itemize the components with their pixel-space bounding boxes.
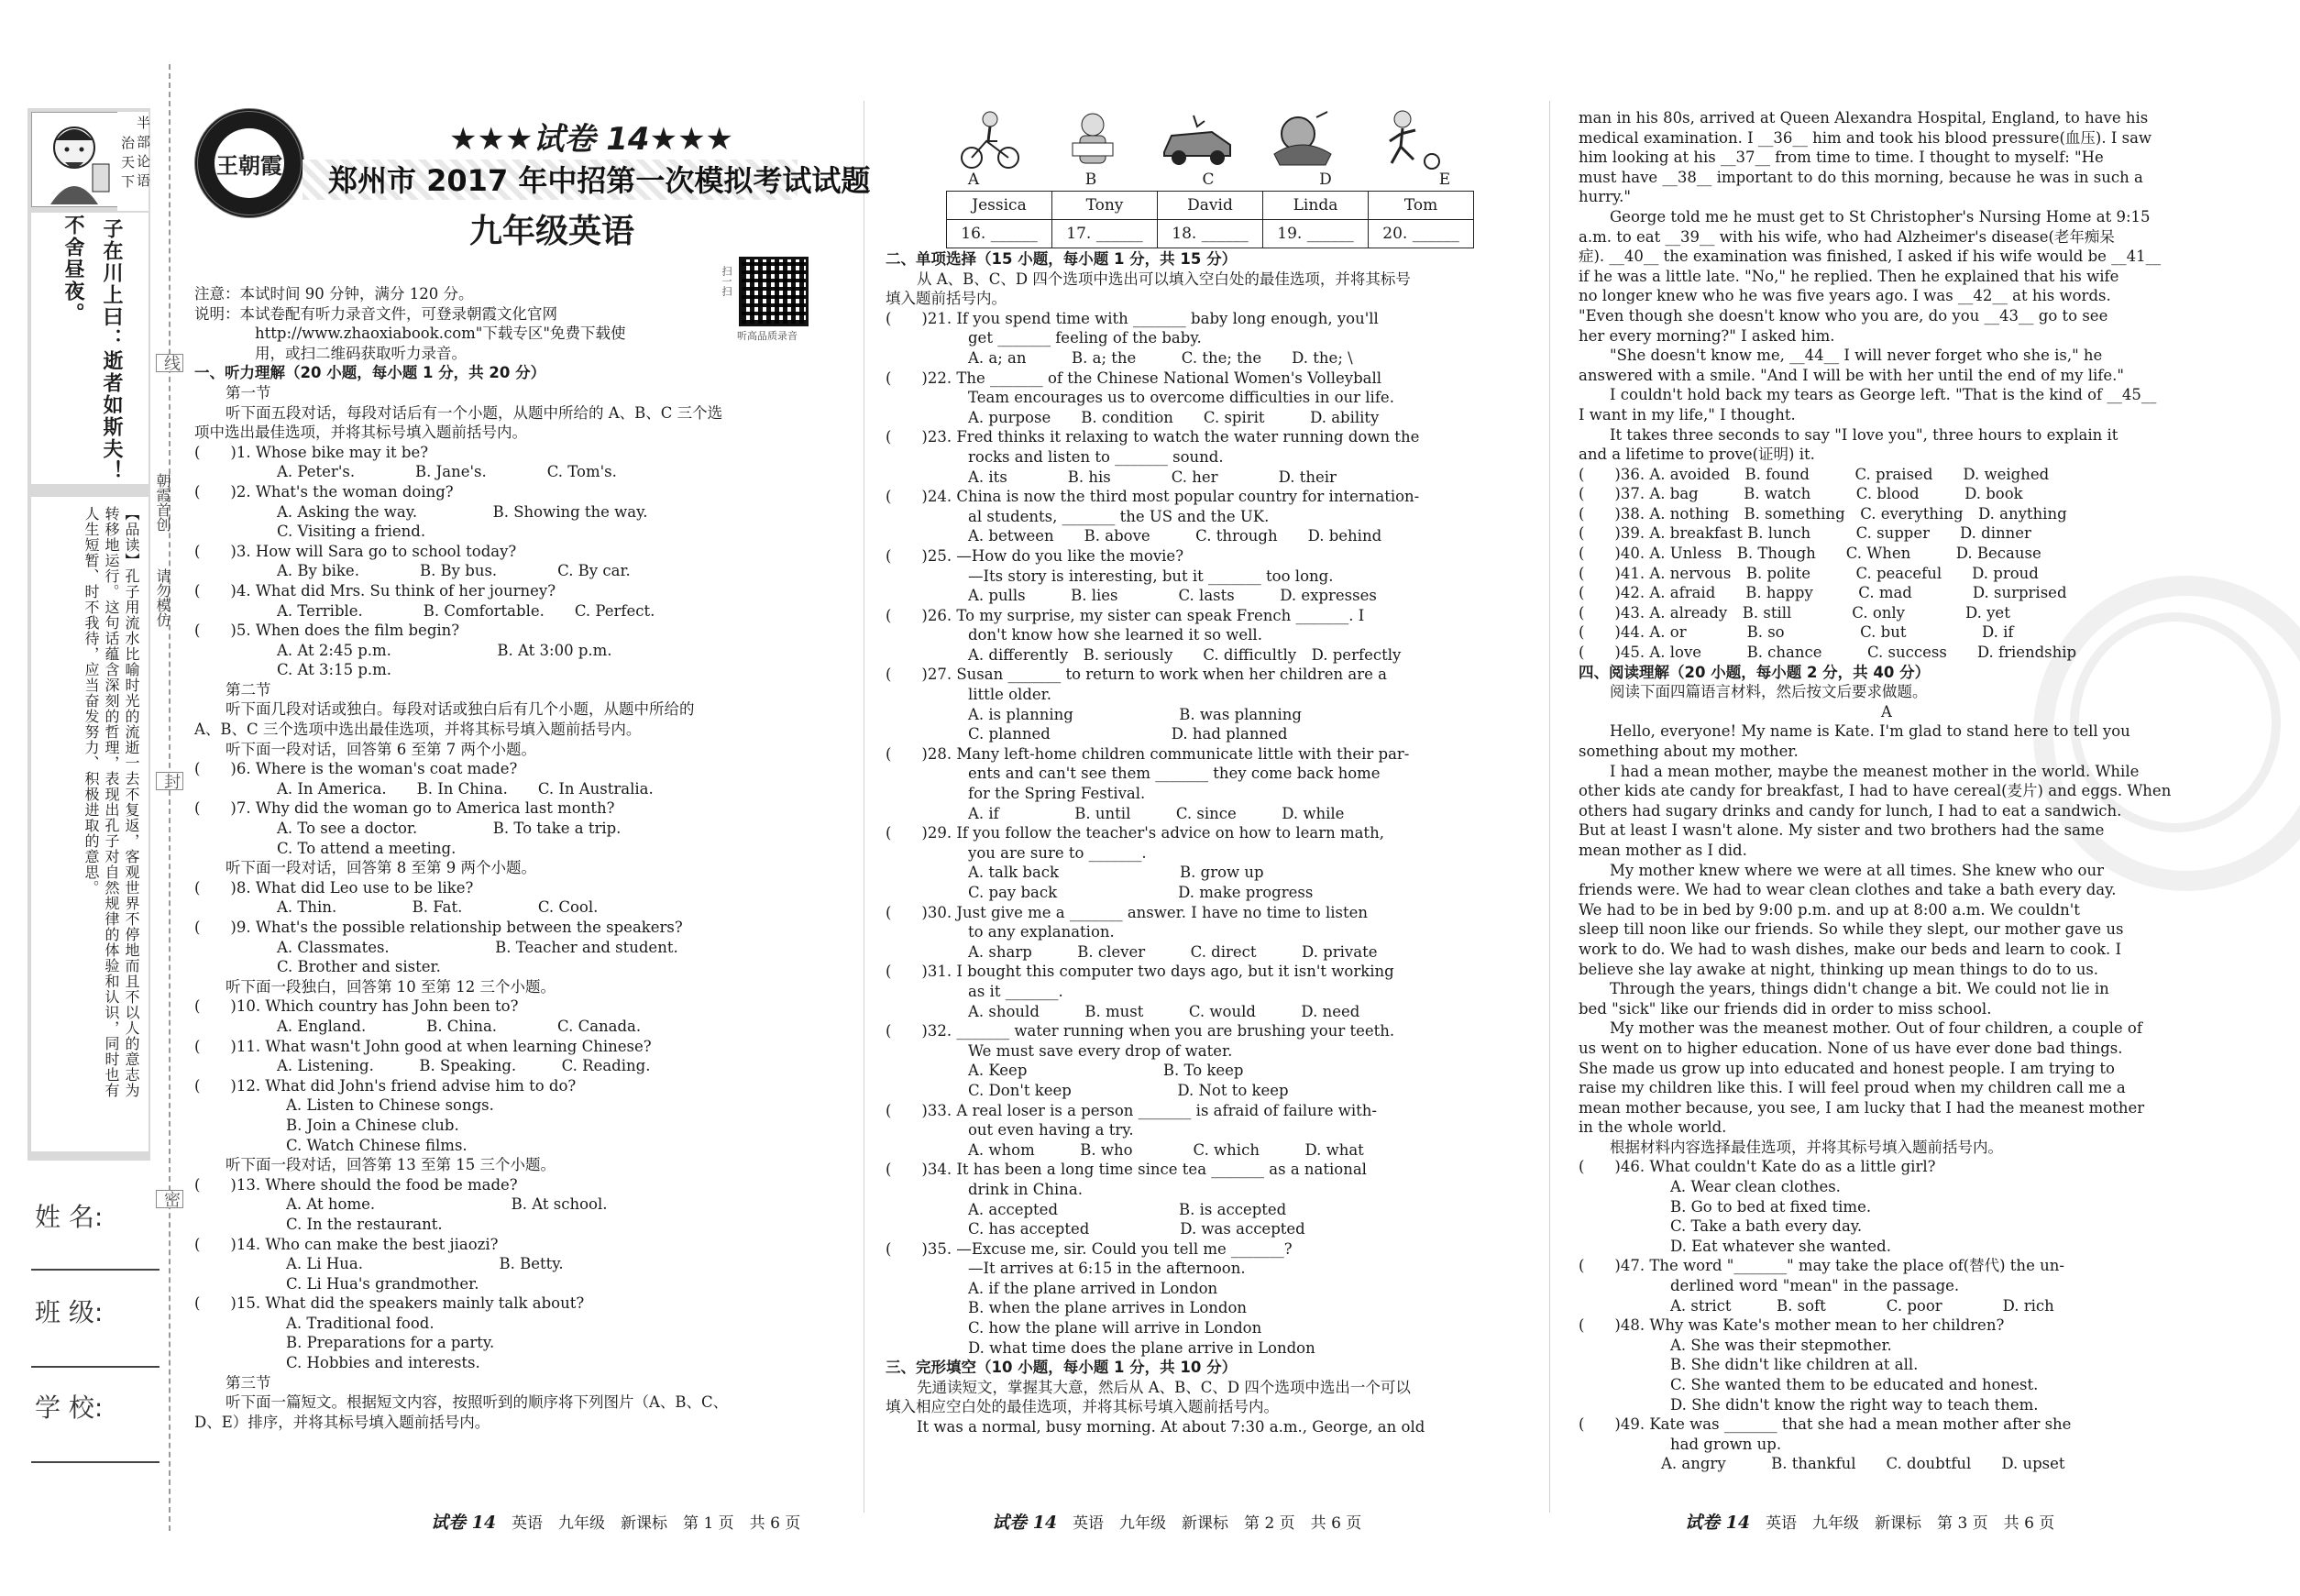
text-line: others had sugary drinks and candy for lunch, I had to eat a sandwich. (1579, 801, 2122, 820)
text-line: ( )44. A. or B. so C. but D. if (1579, 623, 2014, 642)
picture-answer-table (946, 191, 1474, 248)
text-line: ( )36. A. avoided B. found C. praised D. weighed (1579, 465, 2050, 483)
text-line: C. Watch Chinese films. (286, 1136, 468, 1154)
text-line: 听下面一段对话，回答第 8 至第 9 两个小题。 (226, 859, 536, 877)
motto-box (117, 112, 149, 211)
text-line: Team encourages us to overcome difficulties in our life. (968, 389, 1394, 407)
quote-line-2: 子在川上曰：逝者如斯夫！ (100, 218, 123, 482)
confucius-mascot-icon (31, 112, 119, 207)
answer-blank[interactable]: 19. ______ (1263, 220, 1369, 248)
column-2-text (886, 249, 1509, 1437)
text-line: C. Li Hua's grandmother. (286, 1274, 479, 1293)
cut-label-line: 线 (156, 354, 183, 372)
text-line: 从 A、B、C、D 四个选项中选出可以填入空白处的最佳选项，并将其标号 (917, 270, 1411, 288)
text-line: answered with a smile. "And I will be with her until the end of my life." (1579, 366, 2124, 384)
text-line: A. Listening. B. Speaking. C. Reading. (277, 1057, 651, 1075)
page-footer-1 (431, 1509, 800, 1534)
text-line: ( )9. What's the possible relationship between the speakers? (194, 919, 683, 936)
footer-info: 英语 九年级 新课标 第 1 页 共 6 页 (512, 1514, 801, 1533)
picture-letter: E (1438, 171, 1451, 189)
text-line: 听下面一段对话，回答第 13 至第 15 三个小题。 (226, 1156, 556, 1174)
text-line: sleep till noon like our friends. So while they slept, our mother gave us (1579, 920, 2124, 939)
section-heading: 一、听力理解（20 小题，每小题 1 分，共 20 分） (194, 364, 546, 382)
grade-subject-title: 九年级英语 (469, 213, 635, 250)
text-line: derlined word "mean" in the passage. (1670, 1277, 1960, 1295)
text-line: C. She wanted them to be educated and honest. (1670, 1376, 2039, 1393)
table-cell-name: Tom (1369, 192, 1474, 220)
cooking-scene-icon (1261, 108, 1342, 171)
text-line: him looking at his __37__ from time to time. I thought to myself: "He (1579, 149, 2104, 167)
text-line: ( )5. When does the film begin? (194, 622, 460, 640)
text-line: ( )7. Why did the woman go to America last month? (194, 799, 615, 818)
name-field-label: 姓 名: (35, 1202, 104, 1232)
text-line: A. purpose B. condition C. spirit D. ability (968, 408, 1380, 426)
text-line: ( )46. What couldn't Kate do as a little girl? (1579, 1158, 1936, 1176)
picture-letter: B (1084, 171, 1097, 189)
boy-football-icon (1366, 108, 1447, 171)
answer-blank[interactable]: 20. ______ (1369, 220, 1474, 248)
text-line: and a lifetime to prove(证明) it. (1579, 446, 1815, 464)
footer-info: 英语 九年级 新课标 第 2 页 共 6 页 (1073, 1514, 1362, 1533)
text-line: 第一节 (226, 383, 271, 402)
section-heading: 二、单项选择（15 小题，每小题 1 分，共 15 分） (886, 250, 1238, 268)
table-cell-name: David (1158, 192, 1263, 220)
section-heading: 三、完形填空（10 小题，每小题 1 分，共 10 分） (886, 1359, 1238, 1377)
text-line: C. Take a bath every day. (1670, 1217, 1863, 1236)
text-line: ( )35. —Excuse me, sir. Could you tell me _______? (886, 1239, 1293, 1258)
footer-paper-no: 试卷 14 (1685, 1513, 1751, 1533)
answer-blank[interactable]: 17. ______ (1052, 220, 1158, 248)
text-line: C. To attend a meeting. (277, 839, 457, 857)
text-line: A. Terrible. B. Comfortable. C. Perfect. (277, 601, 655, 620)
quote-line-1: 不舍昼夜。 (61, 215, 84, 325)
text-line: ( )31. I bought this computer two days ago, but it isn't working (886, 963, 1394, 981)
text-line: ( )3. How will Sara go to school today? (194, 542, 517, 560)
text-line: —Its story is interesting, but it _______ too long. (968, 567, 1334, 585)
text-line: A、B、C 三个选项中选出最佳选项，并将其标号填入题前括号内。 (194, 721, 642, 739)
text-line: must have __38__ important to do this morning, because he was in such a (1579, 168, 2143, 186)
text-line: ( )10. Which country has John been to? (194, 997, 519, 1016)
text-line: ( )33. A real loser is a person _______ is afraid of failure with- (886, 1101, 1377, 1119)
text-line: friends were. We had to wear clean clothes and take a bath every day. (1579, 881, 2117, 899)
text-line: A. In America. B. In China. C. In Australia. (277, 779, 654, 798)
column-1-text (194, 284, 818, 1432)
text-line: ( )43. A. already B. still C. only D. yet (1579, 603, 2010, 622)
text-line: ents and can't see them _______ they come back home (968, 765, 1381, 783)
text-line: I want in my life," I thought. (1579, 405, 1796, 424)
text-line: bed "sick" like our friends did in order to miss school. (1579, 999, 1992, 1018)
text-line: work to do. We had to wash dishes, make our beds and learn to cook. I (1579, 940, 2121, 958)
text-line: —It arrives at 6:15 in the afternoon. (968, 1260, 1246, 1278)
text-line: mean mother as I did. (1579, 841, 1747, 859)
text-line: mean mother because, you see, I am lucky that I had the meanest mother (1579, 1098, 2145, 1117)
text-line: ( )42. A. afraid B. happy C. mad D. surprised (1579, 584, 2067, 602)
table-cell-name: Jessica (947, 192, 1052, 220)
text-line: ( )32. _______ water running when you are brushing your teeth. (886, 1022, 1395, 1040)
child-reading-icon (1052, 108, 1133, 171)
text-line: A. Asking the way. B. Showing the way. (277, 502, 648, 521)
text-line: A. a; an B. a; the C. the; the D. the; \ (968, 348, 1353, 367)
text-line: 先通读短文，掌握其大意，然后从 A、B、C、D 四个选项中选出一个可以 (917, 1378, 1411, 1396)
answer-blank[interactable]: 16. ______ (947, 220, 1052, 248)
text-line: C. In the restaurant. (286, 1215, 443, 1233)
text-line: ( )45. A. love B. chance C. success D. friendship (1579, 644, 2077, 662)
text-line: ( )25. —How do you like the movie? (886, 546, 1184, 565)
logo-text: 王朝霞 (215, 128, 284, 198)
text-line: "She doesn't know me, __44__ I will never forget who she is," he (1610, 347, 2103, 365)
page-footer-3 (1685, 1509, 2054, 1534)
quote-box (31, 213, 149, 484)
text-line: It takes three seconds to say "I love you", three hours to explain it (1610, 425, 2118, 444)
text-line: ( )48. Why was Kate's mother mean to her children? (1579, 1316, 2005, 1335)
text-line: ( )2. What's the woman doing? (194, 482, 454, 501)
qr-caption: 听高品质录音 (737, 330, 798, 342)
text-line: A. talk back B. grow up (968, 864, 1264, 882)
text-line: 第三节 (226, 1373, 271, 1392)
section-heading: 四、阅读理解（20 小题，每小题 2 分，共 40 分） (1579, 663, 1931, 681)
text-line: don't know how she learned it so well. (968, 626, 1262, 644)
text-line: B. Preparations for a party. (286, 1334, 495, 1352)
text-line: ( )14. Who can make the best jiaozi? (194, 1235, 499, 1253)
text-line: 听下面一段对话，回答第 6 至第 7 两个小题。 (226, 740, 536, 758)
text-line: ( )23. Fred thinks it relaxing to watch the water running down the (886, 428, 1420, 446)
class-field-label: 班 级: (35, 1297, 104, 1327)
text-line: A. To see a doctor. B. To take a trip. (277, 820, 622, 838)
text-line: 听下面一篇短文。根据短文内容，按照听到的顺序将下列图片（A、B、C、 (226, 1393, 729, 1412)
text-line: D. what time does the plane arrive in London (968, 1338, 1315, 1357)
girl-cycling-icon (950, 108, 1030, 171)
paper-number: ★★★试卷 14★★★ (449, 121, 734, 158)
text-line: medical examination. I __36__ him and took his blood pressure(血压). I saw (1579, 128, 2152, 147)
text-line: C. has accepted D. was accepted (968, 1220, 1305, 1238)
text-line: A. differently B. seriously C. difficultly D. perfectly (968, 645, 1402, 664)
text-line: A. strict B. soft C. poor D. rich (1670, 1296, 2054, 1315)
text-line: ( )22. The _______ of the Chinese National Women's Volleyball (886, 369, 1382, 387)
text-line: A. Keep B. To keep (968, 1062, 1244, 1080)
text-line: her every morning?" I asked him. (1579, 326, 1835, 345)
cut-label-secret: 密 (156, 1190, 183, 1208)
text-line: A. At home. B. At school. (286, 1195, 608, 1214)
text-line: ( )37. A. bag B. watch C. blood D. book (1579, 485, 2023, 503)
text-line: ( )39. A. breakfast B. lunch C. supper D. dinner (1579, 524, 2031, 543)
text-line: 填入题前括号内。 (886, 290, 1007, 308)
text-line: 听下面一段独白，回答第 10 至第 12 三个小题。 (226, 977, 556, 996)
text-line: ( )38. A. nothing B. something C. everything D. anything (1579, 504, 2067, 523)
table-cell-name: Linda (1263, 192, 1369, 220)
picture-letter: A (967, 171, 980, 189)
text-line: believe she lay awake at night, thinking up mean things to do to us. (1579, 960, 2099, 978)
text-line: 项中选出最佳选项，并将其标号填入题前括号内。 (194, 424, 527, 442)
page-footer-2 (992, 1509, 1361, 1534)
text-line: ( )13. Where should the food be made? (194, 1175, 518, 1194)
text-line: A. whom B. who C. which D. what (968, 1140, 1364, 1159)
text-line: 填入相应空白处的最佳选项，并将其标号填入题前括号内。 (886, 1398, 1279, 1416)
car-icon (1157, 108, 1238, 171)
footer-info: 英语 九年级 新课标 第 3 页 共 6 页 (1766, 1514, 2055, 1533)
text-line: ( )29. If you follow the teacher's advice on how to learn math, (886, 824, 1384, 842)
text-line: B. She didn't like children at all. (1670, 1356, 1919, 1374)
cut-label-seal: 封 (156, 772, 183, 790)
text-line: A. its B. his C. her D. their (968, 468, 1337, 486)
school-field-label: 学 校: (35, 1392, 104, 1423)
text-line: ( )24. China is now the third most popular country for internation- (886, 488, 1420, 506)
text-line: A. Wear clean clothes. (1670, 1178, 1841, 1196)
text-line: ( )4. What did Mrs. Su think of her journey? (194, 581, 556, 600)
text-line: had grown up. (1670, 1435, 1782, 1453)
side-note-2: 请勿模仿 (154, 568, 171, 627)
text-line: 听下面几段对话或独白。每段对话或独白后有几个小题，从题中所给的 (226, 700, 695, 719)
text-line: A. is planning B. was planning (968, 705, 1302, 723)
text-line: other kids ate candy for breakfast, I had to have cereal(麦片) and eggs. When (1579, 782, 2172, 800)
text-line: D、E）排序，并将其标号填入题前括号内。 (194, 1413, 490, 1431)
text-line: It was a normal, busy morning. At about 7:30 a.m., George, an old (917, 1418, 1425, 1436)
cut-line (169, 64, 171, 1531)
text-line: ( )15. What did the speakers mainly talk about? (194, 1294, 585, 1313)
text-line: Hello, everyone! My name is Kate. I'm glad to stand here to tell you (1610, 722, 2130, 741)
text-line: B. Join a Chinese club. (286, 1116, 459, 1134)
text-line: C. Don't keep D. Not to keep (968, 1081, 1289, 1099)
text-line: A. Li Hua. B. Betty. (286, 1255, 564, 1273)
pindu-box (31, 497, 149, 1151)
text-line: A. By bike. B. By bus. C. By car. (277, 562, 631, 580)
text-line: A. At 2:45 p.m. B. At 3:00 p.m. (277, 641, 612, 659)
text-line: D. She didn't know the right way to teach them. (1670, 1395, 2039, 1414)
motto-line-1: 半部论语 (135, 116, 151, 193)
table-cell-name: Tony (1052, 192, 1158, 220)
text-line: My mother knew where we were at all times. She knew who our (1610, 861, 2104, 879)
text-line: ( )40. A. Unless B. Though C. When D. Because (1579, 545, 2041, 563)
picture-letter: C (1202, 171, 1215, 189)
text-line: A. Traditional food. (286, 1314, 435, 1332)
text-line: get _______ feeling of the baby. (968, 329, 1202, 347)
text-line: 注意：本试时间 90 分钟，满分 120 分。 (194, 285, 474, 303)
text-line: "Even though she doesn't know who you are, do you __43__ go to see (1579, 306, 2108, 325)
text-line: to any explanation. (968, 923, 1115, 941)
publisher-logo (194, 108, 304, 218)
text-line: A. Classmates. B. Teacher and student. (277, 938, 678, 956)
text-line: Through the years, things didn't change a bit. We could not lie in (1610, 980, 2109, 998)
text-line: A. pulls B. lies C. lasts D. expresses (968, 587, 1377, 605)
text-line: She made us grow up into educated and honest people. I am trying to (1579, 1059, 2115, 1077)
text-line: ( )1. Whose bike may it be? (194, 443, 429, 461)
text-line: C. Brother and sister. (277, 958, 441, 976)
text-line: you are sure to _______. (968, 843, 1147, 862)
text-line: drink in China. (968, 1180, 1083, 1198)
side-note-1: 朝霞首创 (154, 473, 171, 532)
text-line: al students, _______ the US and the UK. (968, 507, 1270, 525)
text-line: B. Go to bed at fixed time. (1670, 1197, 1872, 1216)
qr-side-label: 扫一扫 (721, 266, 732, 296)
text-line: A. should B. must C. would D. need (968, 1002, 1360, 1020)
text-line: something about my mother. (1579, 743, 1799, 760)
text-line: raise my children like this. I will feel proud when my children call me a (1579, 1079, 2126, 1097)
class-field-line[interactable] (31, 1366, 160, 1368)
text-line: A. angry B. thankful C. doubtful D. upset (1661, 1455, 2065, 1473)
text-line: hurry." (1579, 188, 1631, 206)
picture-letter: D (1319, 171, 1332, 189)
footer-paper-no: 试卷 14 (992, 1513, 1058, 1533)
text-line: C. how the plane will arrive in London (968, 1319, 1262, 1337)
text-line: 说明：本试卷配有听力录音文件，可登录朝霞文化官网 (194, 304, 557, 323)
text-line: 听下面五段对话，每段对话后有一个小题，从题中所给的 A、B、C 三个选 (226, 403, 723, 422)
text-line: rocks and listen to _______ sound. (968, 447, 1224, 466)
text-line: A. Listen to Chinese songs. (286, 1096, 494, 1115)
text-line: ( )11. What wasn't John good at when learning Chinese? (194, 1037, 652, 1055)
text-line: C. planned D. had planned (968, 725, 1288, 743)
footer-paper-no: 试卷 14 (431, 1513, 497, 1533)
text-line: 根据材料内容选择最佳选项，并将其标号填入题前括号内。 (1610, 1138, 2003, 1156)
answer-blank[interactable]: 18. ______ (1158, 220, 1263, 248)
column-3-text (1579, 108, 2202, 1474)
text-line: ( )21. If you spend time with _______ baby long enough, you'll (886, 309, 1379, 327)
motto-line-2: 治天下 (119, 136, 136, 193)
text-line: 症). __40__ the examination was finished, I asked if his wife would be __41__ (1579, 248, 2162, 266)
text-line: ( )26. To my surprise, my sister can speak French _______. I (886, 606, 1365, 624)
text-line: ( )34. It has been a long time since tea _______ as a national (886, 1161, 1367, 1179)
text-line: ( )49. Kate was _______ that she had a mean mother after she (1579, 1415, 2072, 1434)
text-line: ( )12. What did John's friend advise him to do? (194, 1076, 577, 1095)
text-line: A (1881, 702, 1892, 721)
text-line: We had to be in bed by 9:00 p.m. and up at 8:00 a.m. We couldn't (1579, 900, 2080, 919)
text-line: ( )6. Where is the woman's coat made? (194, 760, 518, 778)
text-line: 阅读下面四篇语言材料，然后按文后要求做题。 (1610, 683, 1928, 701)
text-line: A. if B. until C. since D. while (968, 804, 1345, 822)
text-line: C. Visiting a friend. (277, 523, 426, 541)
text-line: A. She was their stepmother. (1670, 1336, 1892, 1354)
text-line: http://www.zhaoxiabook.com"下载专区"免费下载使 (255, 325, 626, 343)
text-line: But at least I wasn't alone. My sister and two brothers had the same (1579, 821, 2105, 840)
text-line: little older. (968, 686, 1051, 704)
text-line: A. if the plane arrived in London (968, 1279, 1218, 1297)
exam-title: 郑州市 2017 年中招第一次模拟考试试题 (328, 163, 871, 198)
text-line: ( )41. A. nervous B. polite C. peaceful D. proud (1579, 564, 2039, 582)
text-line: A. Peter's. B. Jane's. C. Tom's. (277, 463, 617, 481)
text-line: ( )8. What did Leo use to be like? (194, 878, 474, 897)
text-line: My mother was the meanest mother. Out of four children, a couple of (1610, 1019, 2142, 1038)
text-line: B. when the plane arrives in London (968, 1299, 1248, 1317)
text-line: C. pay back D. make progress (968, 884, 1314, 901)
text-line: man in his 80s, arrived at Queen Alexandra Hospital, England, to have his (1579, 109, 2149, 127)
text-line: in the whole world. (1579, 1118, 1727, 1137)
school-field-line[interactable] (31, 1461, 160, 1463)
text-line: for the Spring Festival. (968, 785, 1146, 803)
text-line: 用，或扫二维码获取听力录音。 (255, 344, 467, 362)
text-line: ( )30. Just give me a _______ answer. I have no time to listen (886, 903, 1369, 921)
text-line: 第二节 (226, 680, 271, 699)
text-line: I couldn't hold back my tears as George left. "That is the kind of __45__ (1610, 386, 2157, 404)
column-separator (1549, 101, 1550, 1513)
name-field-line[interactable] (31, 1269, 160, 1271)
text-line: A. sharp B. clever C. direct D. private (968, 942, 1378, 961)
text-line: C. Hobbies and interests. (286, 1354, 480, 1372)
text-line: ( )47. The word "_______" may take the place of(替代) the un- (1579, 1257, 2064, 1275)
text-line: no longer knew who he was five years ago. I was __42__ at his words. (1579, 287, 2111, 305)
text-line: A. accepted B. is accepted (968, 1200, 1287, 1218)
text-line: if he was a little late. "No," he replied. Then he explained that his wife (1579, 267, 2119, 285)
text-line: A. Thin. B. Fat. C. Cool. (277, 898, 599, 917)
text-line: A. between B. above C. through D. behind (968, 527, 1382, 545)
text-line: We must save every drop of water. (968, 1041, 1233, 1060)
text-line: D. Eat whatever she wanted. (1670, 1237, 1891, 1255)
text-line: a.m. to eat __39__ with his wife, who had Alzheimer's disease(老年痴呆 (1579, 227, 2115, 246)
text-line: ( )28. Many left-home children communicate little with their par- (886, 744, 1410, 763)
pindu-text: 【品读】孔子用流水比喻时光的流逝一去不复返，客观世界不停地而且不以人的意志为转移地运行。这句话蕴含深刻的哲理，表现出孔子对自然规律的体验和认识，同时也有人生短暂、时不我待，应当奋发努力、积极进取的意思。 (83, 506, 140, 1098)
text-line: C. At 3:15 p.m. (277, 661, 392, 679)
text-line: A. England. B. China. C. Canada. (277, 1017, 642, 1035)
text-line: ( )27. Susan _______ to return to work when her children are a (886, 666, 1387, 684)
text-line: out even having a try. (968, 1121, 1134, 1139)
text-line: George told me he must get to St Christopher's Nursing Home at 9:15 (1610, 207, 2151, 226)
text-line: us went on to higher education. None of us have ever done bad things. (1579, 1039, 2123, 1057)
text-line: I had a mean mother, maybe the meanest mother in the world. While (1610, 762, 2140, 780)
text-line: as it _______. (968, 982, 1063, 1000)
